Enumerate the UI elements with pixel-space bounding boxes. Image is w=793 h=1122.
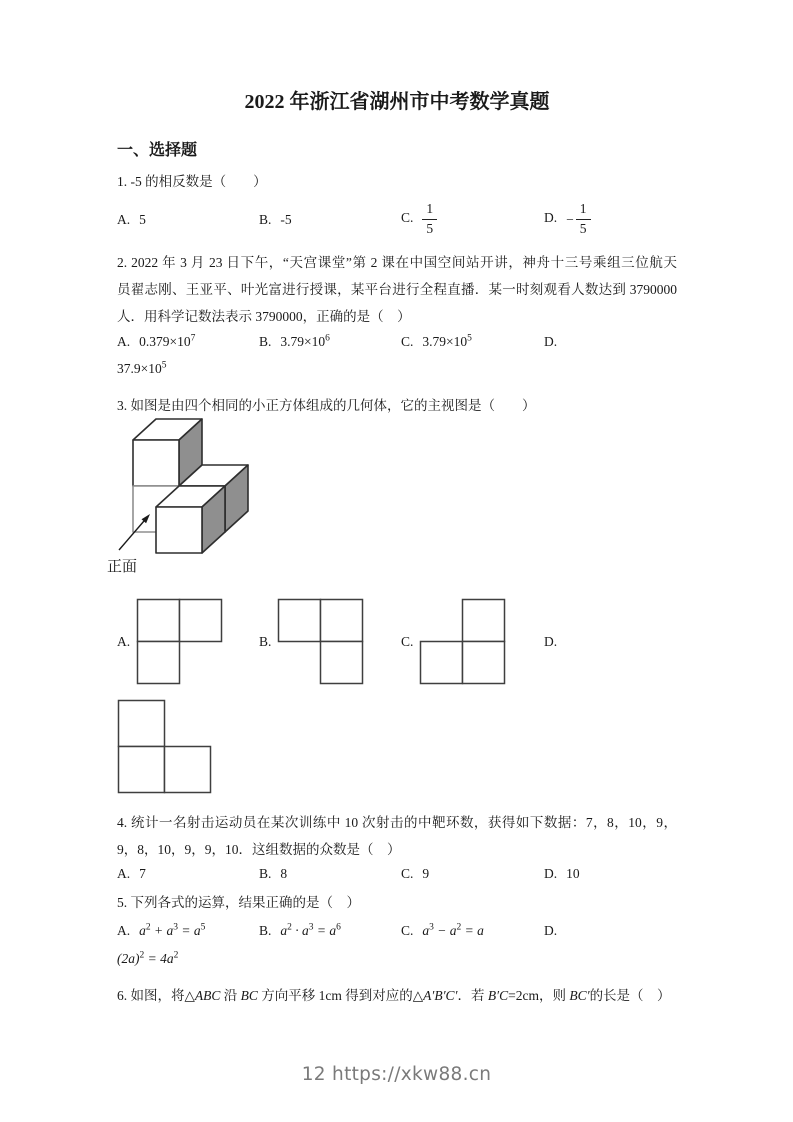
option-a: A. $a^2 + a^3 = a^5$ <box>117 922 206 938</box>
option-d-value-wrapped: $(2a)^2 = 4a^2$ <box>117 950 179 966</box>
option-a-value: 5 <box>139 211 146 227</box>
option-d-label: D. <box>544 633 558 649</box>
section-heading: 一、选择题 <box>117 142 198 159</box>
option-b-label: B. <box>259 633 272 649</box>
question-1-text: 1. -5 的相反数是（ ） <box>117 174 267 189</box>
question-5-options <box>117 919 677 942</box>
option-d <box>544 201 677 238</box>
option-b-value: $3.79\times 10^6$ <box>280 333 330 349</box>
question-4-line: 9，8，10，9，9，10．这组数据的众数是（ ） <box>117 841 401 857</box>
option-d <box>544 634 677 650</box>
question-2-line: 员翟志刚、王亚平、叶光富进行授课，某平台进行全程直播．某一时刻观看人数达到 3790000 <box>117 282 677 297</box>
cube-figure <box>105 414 290 574</box>
question-4-options <box>117 863 677 885</box>
option-d-fraction: $\frac{1}{5}$ <box>576 201 591 238</box>
option-a-value: 7 <box>139 866 146 881</box>
cube-front-face <box>133 440 179 486</box>
question-6-text: 6. 如图，将△ABC 沿 BC 方向平移 1cm 得到对应的△A′B′C′．若 B′C=2cm，则 BC′的长是（ ） <box>117 988 671 1003</box>
option-a-value: $a^2 + a^3 = a^5$ <box>139 922 206 938</box>
front-label: 正面 <box>107 559 138 574</box>
option-d: D. 10 <box>544 866 580 881</box>
option-d-shape-wrapped <box>117 699 677 798</box>
question-2-options <box>117 330 677 353</box>
option-c-label: C. <box>401 633 414 649</box>
option-c <box>401 201 544 238</box>
option-b: B. 8 <box>259 866 288 881</box>
option-a: A. 7 <box>117 866 146 881</box>
question-2-line: 人．用科学记数法表示 3790000，正确的是（ ） <box>117 309 411 324</box>
cube-front-face <box>156 507 202 553</box>
question-4-text <box>117 810 677 863</box>
question-5-text: 5. 下列各式的运算，结果正确的是（ ） <box>117 895 360 910</box>
option-c-value: $a^3 - a^2 = a$ <box>422 922 484 938</box>
option-a-value: $0.379\times 10^7$ <box>139 333 196 349</box>
question-3-options <box>117 598 677 685</box>
option-b-shape <box>277 598 364 685</box>
option-c: C. 9 <box>401 866 430 881</box>
question-3-text: 3. 如图是由四个相同的小正方体组成的几何体，它的主视图是（ ） <box>117 398 536 413</box>
option-a <box>117 598 259 685</box>
option-b: B. $3.79\times 10^6$ <box>259 333 330 349</box>
option-b-value: 8 <box>280 866 288 881</box>
option-d-label: D. <box>544 210 558 226</box>
minus-sign: − <box>566 211 574 227</box>
footer-watermark: 12 https://xkw88.cn <box>301 1064 492 1085</box>
question-4-line: 4. 统计一名射击运动员在某次训练中 10 次射击的中靶环数，获得如下数据：7，8，10，9， <box>117 815 677 830</box>
option-b <box>259 208 401 231</box>
page-title: 2022 年浙江省湖州市中考数学真题 <box>244 91 550 113</box>
option-c-shape <box>419 598 506 685</box>
option-a <box>117 208 259 231</box>
option-d-shape <box>117 699 212 794</box>
front-direction-arrow <box>119 521 144 550</box>
question-2-line: 2. 2022 年 3 月 23 日下午，“天宫课堂”第 2 课在中国空间站开讲，神舟十三号乘组三位航天 <box>117 255 677 270</box>
option-c-value: $3.79\times 10^5$ <box>422 333 472 349</box>
option-c-fraction: $\frac{1}{5}$ <box>422 201 437 238</box>
option-c: C. $3.79\times 10^5$ <box>401 333 472 349</box>
option-b: B. $a^2 \cdot a^3 = a^6$ <box>259 922 341 938</box>
option-b-value: -5 <box>280 211 292 227</box>
option-a-shape <box>136 598 223 685</box>
option-d-value: 10 <box>566 866 580 881</box>
option-d: D. <box>544 334 558 349</box>
option-c-value: 9 <box>422 866 430 881</box>
option-a: A. $0.379\times 10^7$ <box>117 333 196 349</box>
option-c-label: C. <box>401 210 414 226</box>
option-d-value-wrapped: $37.9\times 10^5$ <box>117 360 167 376</box>
option-a-label: A. <box>117 633 131 649</box>
question-2-text <box>117 249 677 330</box>
option-b-label: B. <box>259 211 272 227</box>
option-c <box>401 598 544 685</box>
option-b <box>259 598 401 685</box>
question-1-options <box>117 196 677 242</box>
option-d: D. <box>544 923 558 938</box>
option-c: C. $a^3 - a^2 = a$ <box>401 922 484 938</box>
option-a-label: A. <box>117 211 131 227</box>
option-b-value: $a^2 \cdot a^3 = a^6$ <box>280 922 341 938</box>
